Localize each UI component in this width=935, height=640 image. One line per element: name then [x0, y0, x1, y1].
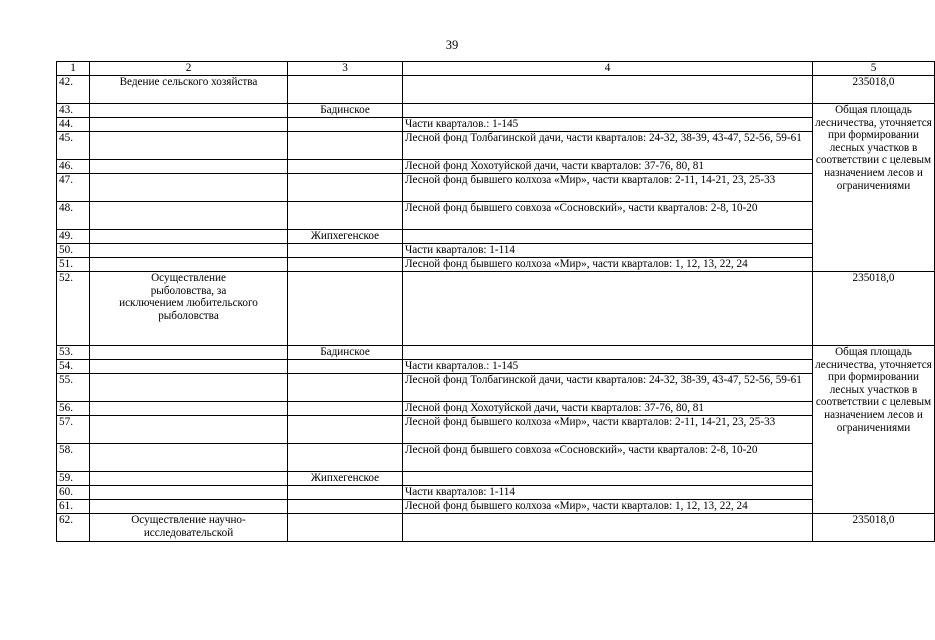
district-cell	[288, 132, 403, 160]
table-row	[57, 360, 935, 374]
area-note: Общая площадь лесничества, уточняется при формировании лесных участков в соответствии с целевым назначением лесов и ограничениями	[813, 346, 935, 514]
row-number: 57.	[57, 416, 90, 444]
district-cell	[288, 416, 403, 444]
activity-cell	[90, 374, 288, 402]
row-number: 52.	[57, 272, 90, 346]
quarters-description: Части кварталов.: 1-145	[403, 360, 813, 374]
row-number: 45.	[57, 132, 90, 160]
table-row	[57, 500, 935, 514]
header-cell: 5	[813, 62, 935, 76]
quarters-description: Лесной фонд Толбагинской дачи, части кварталов: 24-32, 38-39, 43-47, 52-56, 59-61	[403, 132, 813, 160]
activity-cell	[90, 402, 288, 416]
district-cell	[288, 444, 403, 472]
table-row	[57, 132, 935, 160]
location-cell	[403, 272, 813, 346]
table-row	[57, 374, 935, 402]
activity-cell	[90, 500, 288, 514]
area-value: 235018,0	[813, 272, 935, 346]
table-row	[57, 472, 935, 486]
row-number: 47.	[57, 174, 90, 202]
quarters-description: Части кварталов: 1-114	[403, 244, 813, 258]
header-cell: 1	[57, 62, 90, 76]
district-cell	[288, 160, 403, 174]
row-number: 42.	[57, 76, 90, 104]
quarters-description: Лесной фонд Толбагинской дачи, части кварталов: 24-32, 38-39, 43-47, 52-56, 59-61	[403, 374, 813, 402]
quarters-description: Лесной фонд бывшего колхоза «Мир», части кварталов: 1, 12, 13, 22, 24	[403, 258, 813, 272]
district-cell	[288, 514, 403, 542]
table-row	[57, 230, 935, 244]
table-row	[57, 104, 935, 118]
district-cell	[288, 76, 403, 104]
quarters-description: Лесной фонд бывшего совхоза «Сосновский», части кварталов: 2-8, 10-20	[403, 202, 813, 230]
activity-cell	[90, 346, 288, 360]
activity-cell	[90, 202, 288, 230]
district-cell	[288, 258, 403, 272]
activity-type: Осуществление рыболовства, за исключением любительского рыболовства	[90, 272, 288, 346]
activity-cell	[90, 230, 288, 244]
table-row	[57, 416, 935, 444]
location-cell	[403, 104, 813, 118]
table-row	[57, 76, 935, 104]
district-name: Бадинское	[288, 346, 403, 360]
activity-cell	[90, 160, 288, 174]
location-cell	[403, 346, 813, 360]
district-cell	[288, 118, 403, 132]
table-row	[57, 244, 935, 258]
quarters-description: Части кварталов.: 1-145	[403, 118, 813, 132]
district-name: Жипхегенское	[288, 230, 403, 244]
activity-cell	[90, 472, 288, 486]
quarters-description: Лесной фонд бывшего колхоза «Мир», части кварталов: 1, 12, 13, 22, 24	[403, 500, 813, 514]
row-number: 58.	[57, 444, 90, 472]
district-name: Бадинское	[288, 104, 403, 118]
quarters-description: Лесной фонд Хохотуйской дачи, части кварталов: 37-76, 80, 81	[403, 402, 813, 416]
row-number: 56.	[57, 402, 90, 416]
table-row	[57, 346, 935, 360]
table-row	[57, 514, 935, 542]
activity-cell	[90, 258, 288, 272]
activity-cell	[90, 174, 288, 202]
row-number: 62.	[57, 514, 90, 542]
row-number: 46.	[57, 160, 90, 174]
district-cell	[288, 202, 403, 230]
district-cell	[288, 486, 403, 500]
quarters-description: Лесной фонд бывшего колхоза «Мир», части кварталов: 2-11, 14-21, 23, 25-33	[403, 416, 813, 444]
row-number: 51.	[57, 258, 90, 272]
page-number: 39	[445, 38, 459, 52]
row-number: 61.	[57, 500, 90, 514]
district-cell	[288, 174, 403, 202]
location-cell	[403, 514, 813, 542]
activity-cell	[90, 244, 288, 258]
district-cell	[288, 500, 403, 514]
district-cell	[288, 244, 403, 258]
table-row	[57, 258, 935, 272]
row-number: 55.	[57, 374, 90, 402]
district-cell	[288, 272, 403, 346]
activity-cell	[90, 104, 288, 118]
row-number: 49.	[57, 230, 90, 244]
area-note: Общая площадь лесничества, уточняется при формировании лесных участков в соответствии с целевым назначением лесов и ограничениями	[813, 104, 935, 272]
row-number: 43.	[57, 104, 90, 118]
district-cell	[288, 402, 403, 416]
quarters-description: Части кварталов: 1-114	[403, 486, 813, 500]
activity-type: Осуществление научно-исследовательской	[90, 514, 288, 542]
activity-cell	[90, 416, 288, 444]
quarters-description: Лесной фонд бывшего колхоза «Мир», части кварталов: 2-11, 14-21, 23, 25-33	[403, 174, 813, 202]
table-row	[57, 272, 935, 346]
header-cell: 4	[403, 62, 813, 76]
table-row	[57, 202, 935, 230]
activity-cell	[90, 118, 288, 132]
header-cell: 3	[288, 62, 403, 76]
district-cell	[288, 374, 403, 402]
table-row	[57, 174, 935, 202]
forestry-use-table	[56, 61, 935, 542]
table-row	[57, 486, 935, 500]
row-number: 44.	[57, 118, 90, 132]
quarters-description: Лесной фонд Хохотуйской дачи, части кварталов: 37-76, 80, 81	[403, 160, 813, 174]
table-row	[57, 402, 935, 416]
row-number: 60.	[57, 486, 90, 500]
activity-cell	[90, 486, 288, 500]
activity-type: Ведение сельского хозяйства	[90, 76, 288, 104]
header-cell: 2	[90, 62, 288, 76]
activity-cell	[90, 132, 288, 160]
activity-cell	[90, 360, 288, 374]
row-number: 54.	[57, 360, 90, 374]
area-value: 235018,0	[813, 76, 935, 104]
location-cell	[403, 76, 813, 104]
row-number: 48.	[57, 202, 90, 230]
location-cell	[403, 472, 813, 486]
table-header-row	[57, 62, 935, 76]
district-name: Жипхегенское	[288, 472, 403, 486]
row-number: 59.	[57, 472, 90, 486]
quarters-description: Лесной фонд бывшего совхоза «Сосновский», части кварталов: 2-8, 10-20	[403, 444, 813, 472]
table-row	[57, 444, 935, 472]
row-number: 53.	[57, 346, 90, 360]
location-cell	[403, 230, 813, 244]
district-cell	[288, 360, 403, 374]
activity-cell	[90, 444, 288, 472]
row-number: 50.	[57, 244, 90, 258]
area-value: 235018,0	[813, 514, 935, 542]
table-row	[57, 160, 935, 174]
table-row	[57, 118, 935, 132]
